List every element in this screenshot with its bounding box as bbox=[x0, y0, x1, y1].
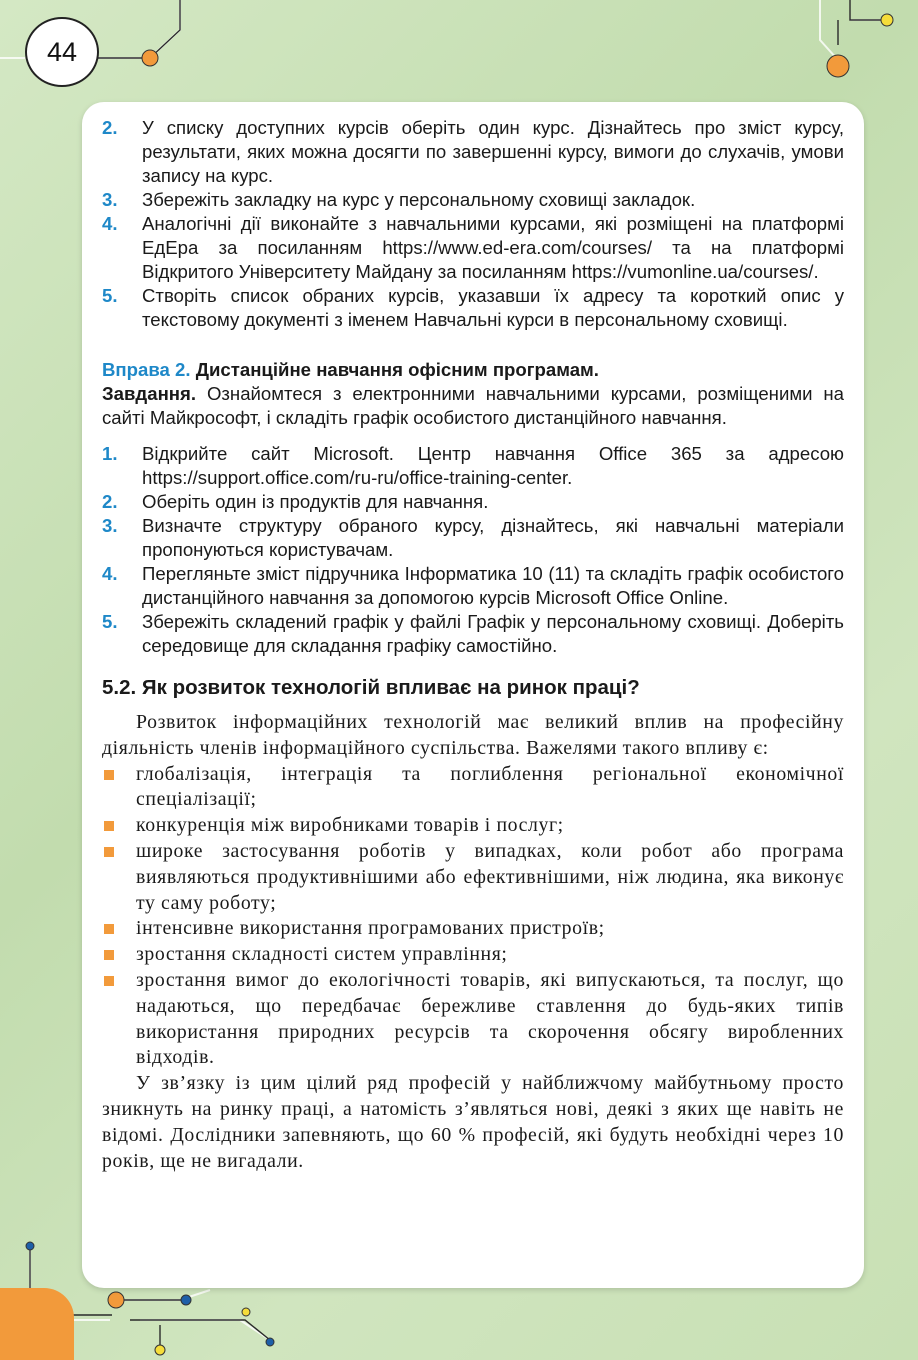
list-item bbox=[102, 188, 844, 212]
corner-tab bbox=[0, 1288, 74, 1360]
bullet-text: конкуренція між виробниками товарів і послуг; bbox=[136, 814, 564, 837]
step-text: Відкрийте сайт Microsoft. Центр навчання Office 365 за адресою https://support.office.com/ru-ru/office-training-center. bbox=[142, 443, 844, 488]
exercise-heading: Дистанційне навчання офісним програмам. bbox=[195, 359, 599, 380]
step-text: Перегляньте зміст підручника Інформатика 10 (11) та складіть графік особистого дистанційного навчання за допомогою курсів Microsoft Office Online. bbox=[142, 563, 844, 608]
section-intro: Розвиток інформаційних технологій має великий вплив на професійну діяльність членів інформаційного суспільства. Важелями такого впливу є: bbox=[102, 711, 844, 759]
list-item bbox=[102, 610, 844, 658]
list-item bbox=[102, 839, 844, 916]
list-item bbox=[102, 514, 844, 562]
list-item bbox=[102, 762, 844, 814]
bullet-text: глобалізація, інтеграція та поглиблення регіональної економічної спеціалізації; bbox=[136, 762, 844, 811]
bullet-text: широке застосування роботів у випадках, коли робот або програма виявляються продуктивнішими або ефективнішими, ніж людина, яка виконує ту саму роботу; bbox=[136, 839, 844, 914]
step-number: 4. bbox=[102, 563, 118, 584]
task-text: Ознайомтеся з електронними навчальними курсами, розміщеними на сайті Майкрософт, і складіть графік особистого дистанційного навчання. bbox=[102, 383, 844, 428]
step-number: 3. bbox=[102, 189, 118, 210]
task-label: Завдання. bbox=[102, 383, 197, 404]
step-number: 1. bbox=[102, 443, 118, 464]
bullet-marker bbox=[102, 813, 136, 839]
step-text: У списку доступних курсів оберіть один курс. Дізнайтесь про зміст курсу, результати, яких можна досягти по завершенні курсу, вимоги до слухачів, умови запису на курс. bbox=[142, 117, 844, 186]
step-number: 2. bbox=[102, 117, 118, 138]
step-text: Аналогічні дії виконайте з навчальними курсами, які розміщені на платформі ЕдЕра за посиланням https://www.ed-era.com/courses/ та на платформі Відкритого Університету Майдану за посиланням https://vumonline.ua/courses/. bbox=[142, 213, 844, 282]
exercise-label: Вправа 2. bbox=[102, 359, 191, 380]
step-text: Оберіть один із продуктів для навчання. bbox=[142, 491, 489, 512]
list-item bbox=[102, 490, 844, 514]
step-number: 2. bbox=[102, 491, 118, 512]
bullet-marker bbox=[102, 762, 136, 814]
list-item bbox=[102, 562, 844, 610]
bullet-marker bbox=[102, 942, 136, 968]
step-number: 5. bbox=[102, 285, 118, 306]
step-text: Створіть список обраних курсів, указавши їх адресу та короткий опис у текстовому документі з іменем Навчальні курси в персональному сховищі. bbox=[142, 285, 844, 330]
step-number: 4. bbox=[102, 213, 118, 234]
list-item bbox=[102, 916, 844, 942]
step-text: Визначте структуру обраного курсу, дізнайтесь, які навчальні матеріали пропонуються користувачам. bbox=[142, 515, 844, 560]
list-item bbox=[102, 813, 844, 839]
bullet-text: зростання складності систем управління; bbox=[136, 943, 508, 966]
bullet-text: інтенсивне використання програмованих пристроїв; bbox=[136, 917, 605, 940]
step-number: 5. bbox=[102, 611, 118, 632]
bullet-marker bbox=[102, 916, 136, 942]
list-item bbox=[102, 284, 844, 332]
list-item bbox=[102, 442, 844, 490]
steps-list-a bbox=[102, 116, 844, 332]
steps-list-b bbox=[102, 442, 844, 658]
bullet-marker bbox=[102, 839, 136, 916]
step-text: Збережіть складений графік у файлі Графік у персональному сховищі. Доберіть середовище для складання графіку самостійно. bbox=[142, 611, 844, 656]
step-text: Збережіть закладку на курс у персональному сховищі закладок. bbox=[142, 189, 696, 210]
list-item bbox=[102, 212, 844, 284]
step-number: 3. bbox=[102, 515, 118, 536]
section-heading: 5.2. Як розвиток технологій впливає на ринок праці? bbox=[102, 676, 640, 699]
list-item bbox=[102, 942, 844, 968]
list-item bbox=[102, 968, 844, 1071]
exercise-title bbox=[102, 358, 844, 382]
bullet-text: зростання вимог до екологічності товарів, які випускаються, та послуг, що надаються, що передбачає бережливе ставлення до будь-яких типів використання природних ресурсів та скорочення обсягу виробленних відходів. bbox=[136, 968, 844, 1069]
page-number: 44 bbox=[25, 17, 99, 87]
exercise-task bbox=[102, 382, 844, 430]
list-item bbox=[102, 116, 844, 188]
page-content bbox=[102, 116, 844, 1174]
section-closing: У зв’язку із цим цілий ряд професій у найближчому майбутньому просто зникнуть на ринку праці, а натомість з’являться нові, деякі з яких ще навіть не відомі. Дослідники запевняють, що 60 % професій, які будуть необхідні через 10 років, ще не вигадали. bbox=[102, 1072, 844, 1172]
bullet-list bbox=[102, 762, 844, 1072]
bullet-marker bbox=[102, 968, 136, 1071]
